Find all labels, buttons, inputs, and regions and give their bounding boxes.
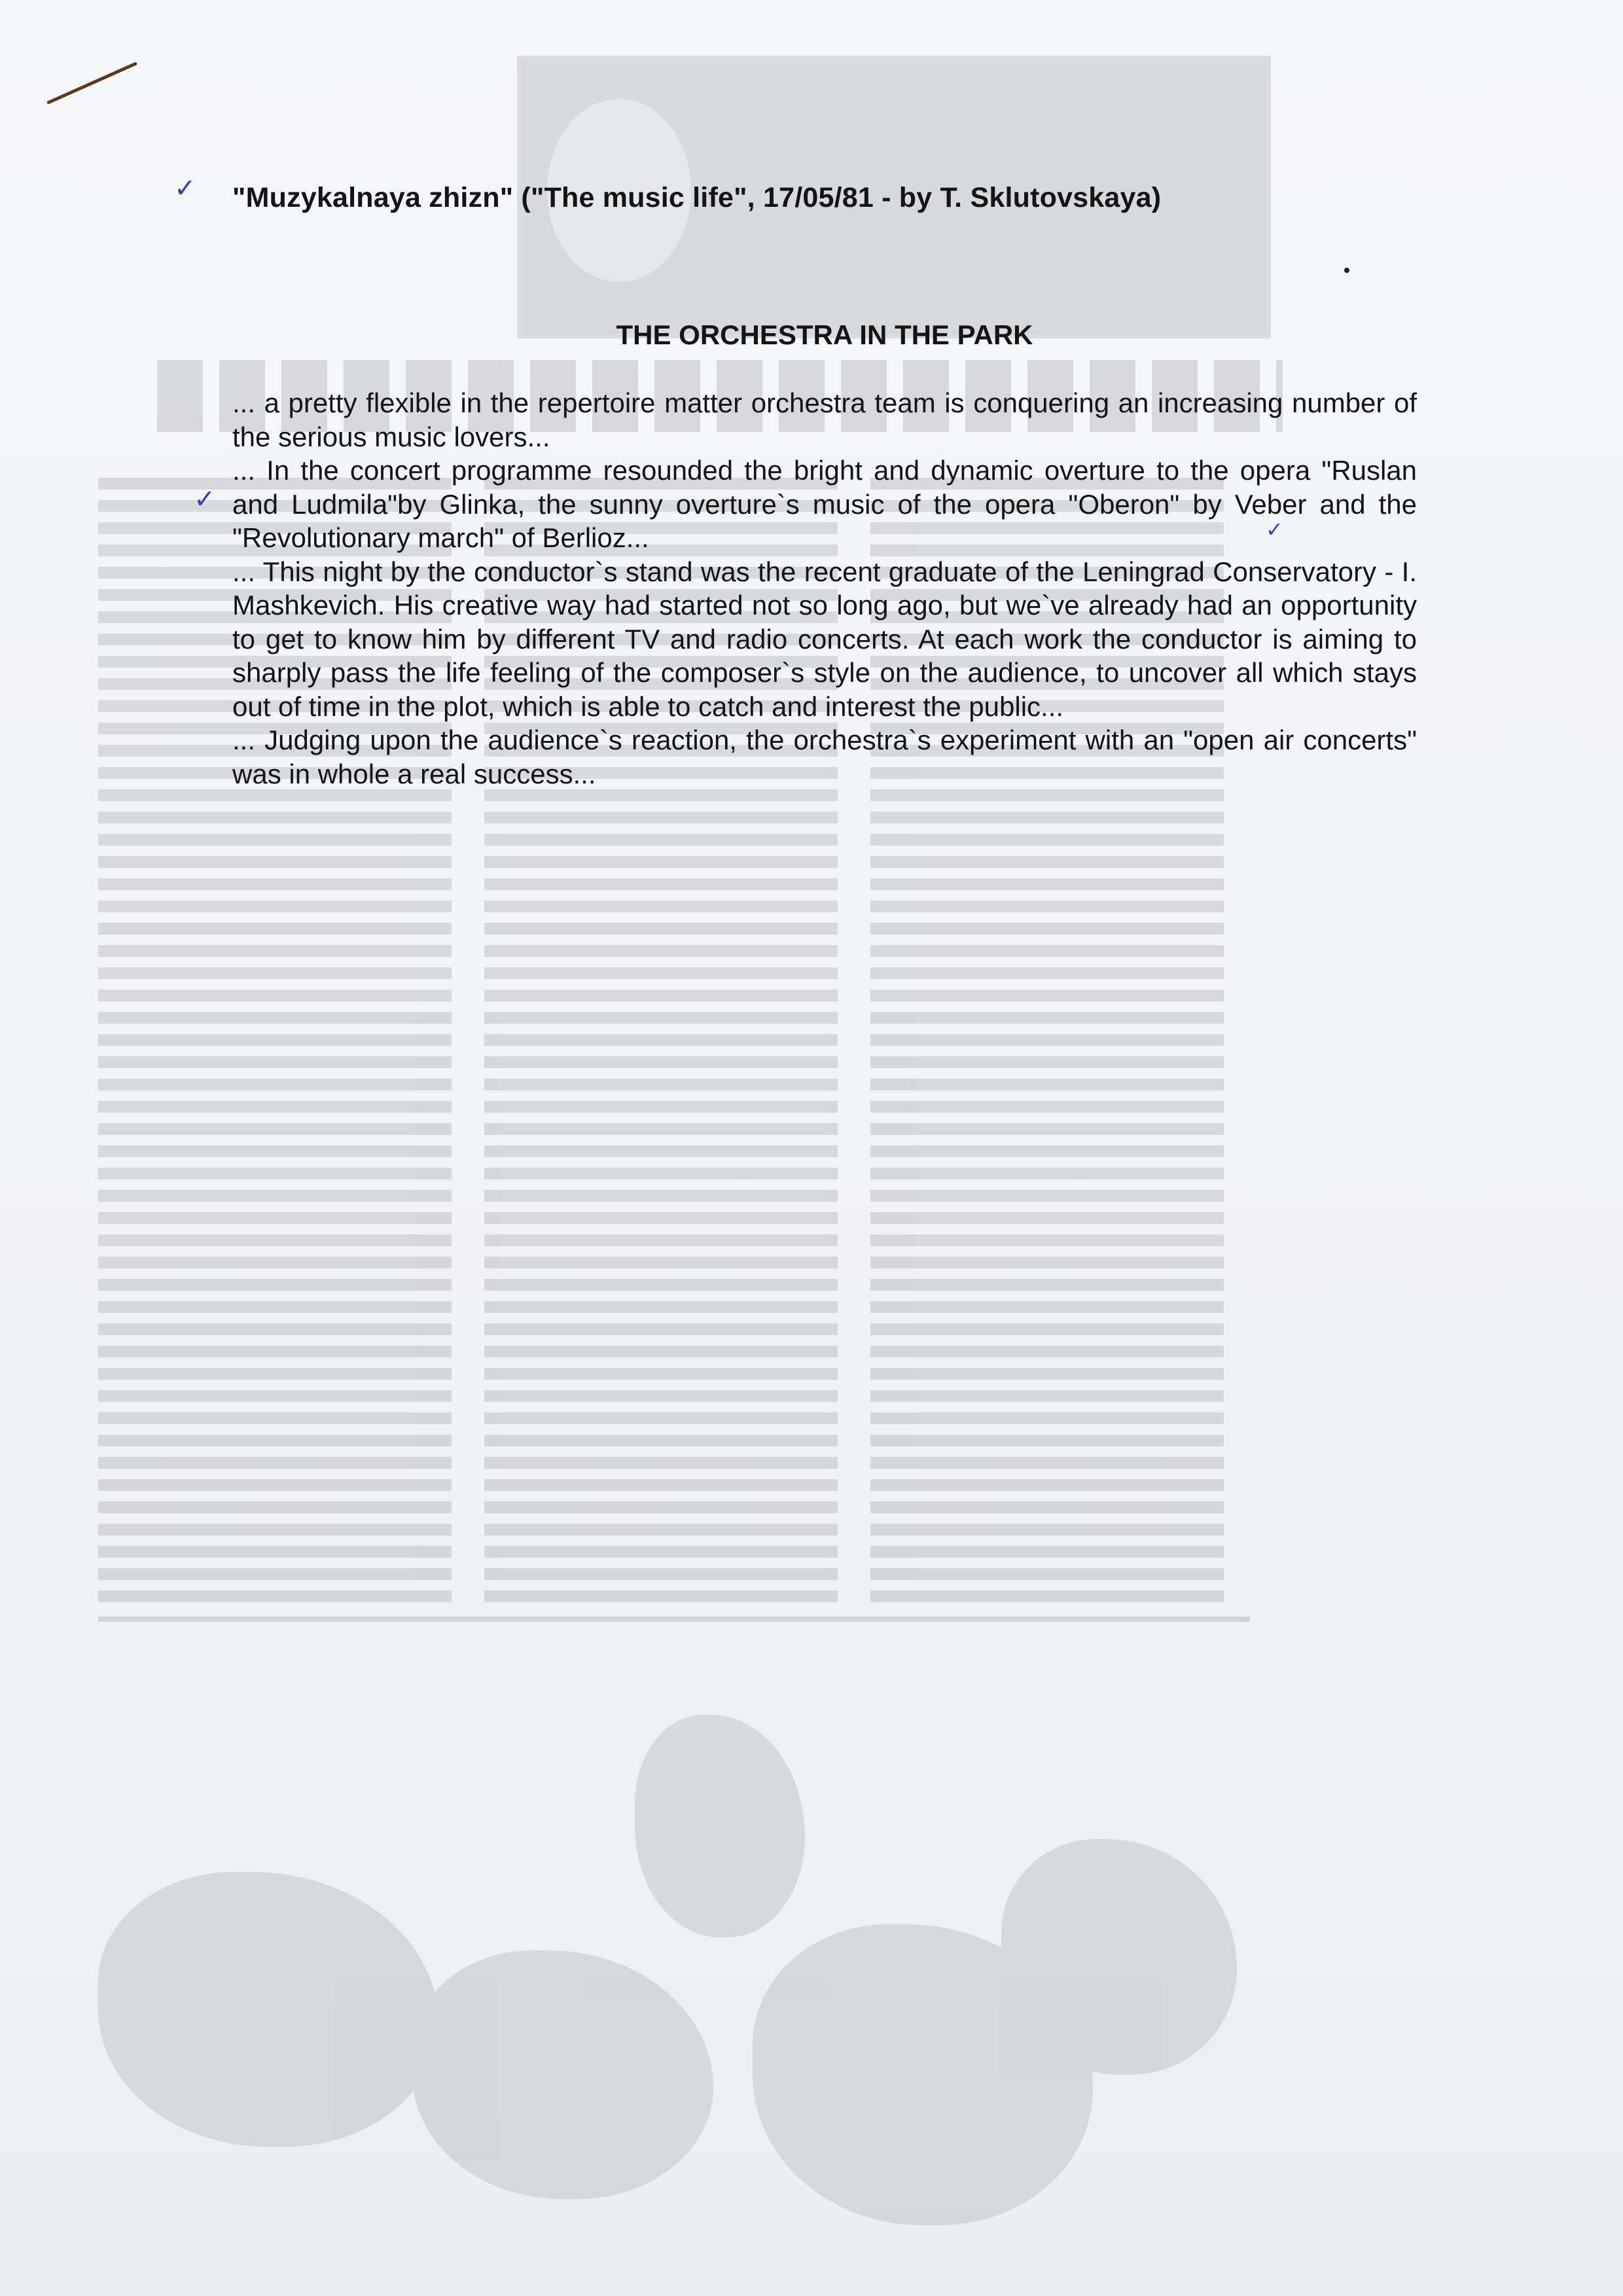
article-title: THE ORCHESTRA IN THE PARK xyxy=(616,319,1033,350)
article-body xyxy=(232,386,1417,791)
newspaper-rule xyxy=(98,1617,1250,1622)
checkmark-icon: ✓ xyxy=(1266,517,1283,542)
checkmark-icon: ✓ xyxy=(194,484,216,514)
background-newspaper-clipping xyxy=(98,20,1250,1643)
paragraph: ... In the concert programme resounded the bright and dynamic overture to the opera "Ruslan and Ludmila"by Glinka, the sunny overture`s music of the opera "Oberon" by Veber and the "Revolutionary march" of Berlioz... xyxy=(232,455,1417,553)
paragraph: ... Judging upon the audience`s reaction, the orchestra`s experiment with an "open air concerts" was in whole a real success... xyxy=(232,725,1417,789)
ink-dot xyxy=(1344,268,1349,273)
source-header: "Muzykalnaya zhizn" ("The music life", 17/05/81 - by T. Sklutovskaya) xyxy=(232,182,1162,213)
checkmark-icon: ✓ xyxy=(174,173,196,204)
background-orchestra-photo xyxy=(98,1676,1263,2265)
pen-stroke-mark xyxy=(46,62,137,105)
paragraph: ... a pretty flexible in the repertoire matter orchestra team is conquering an increasing number of the serious music lovers... xyxy=(232,387,1417,452)
paragraph: ... This night by the conductor`s stand was the recent graduate of the Leningrad Conservatory - I. Mashkevich. His creative way had started not so long ago, but we`ve already had an opportunity to get to know him by different TV and radio concerts. At each work the conductor is aiming to sharply pass the life feeling of the composer`s style on the audience, to uncover all which stays out of time in the plot, which is able to catch and interest the public... xyxy=(232,556,1417,722)
